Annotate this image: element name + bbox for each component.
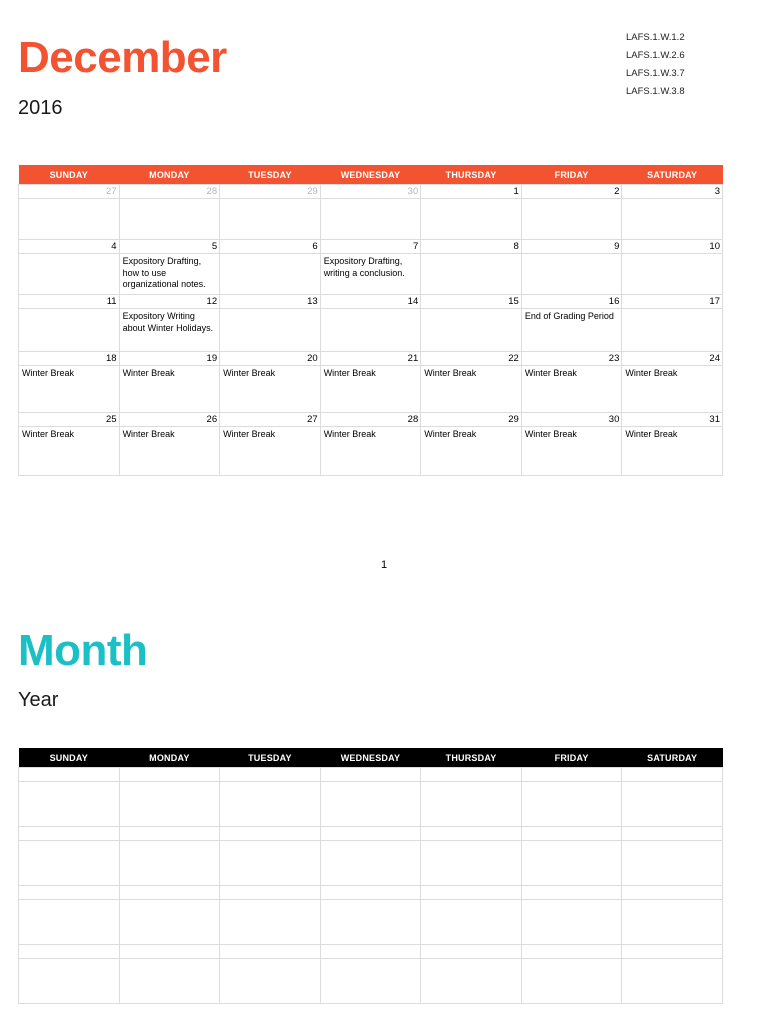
day-number	[19, 768, 120, 782]
day-number: 10	[622, 240, 723, 254]
day-number: 21	[320, 352, 421, 366]
month-title-template: Month	[18, 626, 148, 675]
day-note	[220, 959, 321, 1004]
day-number: 12	[119, 295, 220, 309]
day-number: 25	[19, 413, 120, 427]
standard-item: LAFS.1.W.3.7	[626, 68, 685, 79]
day-number: 16	[521, 295, 622, 309]
standard-item: LAFS.1.W.2.6	[626, 50, 685, 61]
day-number	[421, 886, 522, 900]
day-number: 22	[421, 352, 522, 366]
weekday-header: SUNDAY	[19, 748, 120, 768]
day-note: Winter Break	[622, 427, 723, 476]
day-number: 7	[320, 240, 421, 254]
day-note	[421, 782, 522, 827]
day-note	[622, 309, 723, 352]
day-note: Winter Break	[521, 427, 622, 476]
day-note	[521, 841, 622, 886]
weekday-header: SUNDAY	[19, 165, 120, 185]
date-number-row	[19, 827, 723, 841]
day-number: 5	[119, 240, 220, 254]
day-note	[320, 841, 421, 886]
day-number: 11	[19, 295, 120, 309]
day-number	[521, 768, 622, 782]
day-note	[421, 309, 522, 352]
day-note	[220, 254, 321, 295]
date-notes-row	[19, 900, 723, 945]
day-number	[19, 945, 120, 959]
day-note	[19, 309, 120, 352]
page-number: 1	[380, 559, 388, 571]
day-number	[320, 768, 421, 782]
date-number-row	[19, 352, 723, 366]
day-note: End of Grading Period	[521, 309, 622, 352]
day-number	[622, 827, 723, 841]
day-number: 29	[421, 413, 522, 427]
day-note: Winter Break	[421, 366, 522, 413]
weekday-header: FRIDAY	[521, 165, 622, 185]
day-note	[622, 959, 723, 1004]
day-number: 28	[320, 413, 421, 427]
weekday-header: THURSDAY	[421, 748, 522, 768]
day-note	[320, 309, 421, 352]
day-number: 6	[220, 240, 321, 254]
day-note	[119, 959, 220, 1004]
weekday-header: WEDNESDAY	[320, 748, 421, 768]
date-number-row	[19, 945, 723, 959]
day-note	[622, 199, 723, 240]
day-note: Winter Break	[220, 427, 321, 476]
day-note	[521, 900, 622, 945]
day-number: 29	[220, 185, 321, 199]
day-number	[19, 886, 120, 900]
day-number: 2	[521, 185, 622, 199]
standard-item: LAFS.1.W.3.8	[626, 86, 685, 97]
day-number	[320, 827, 421, 841]
day-note: Winter Break	[119, 427, 220, 476]
day-note: Winter Break	[19, 427, 120, 476]
day-number	[220, 886, 321, 900]
date-number-row	[19, 185, 723, 199]
year-subtitle-template: Year	[18, 689, 59, 711]
day-number	[320, 886, 421, 900]
day-number	[622, 945, 723, 959]
day-note	[19, 900, 120, 945]
day-note	[622, 841, 723, 886]
day-number: 14	[320, 295, 421, 309]
calendar-grid-template	[18, 748, 723, 1004]
date-notes-row	[19, 199, 723, 240]
day-number: 13	[220, 295, 321, 309]
weekday-header: SATURDAY	[622, 165, 723, 185]
day-note	[19, 199, 120, 240]
date-notes-row	[19, 309, 723, 352]
date-number-row	[19, 413, 723, 427]
standard-item: LAFS.1.W.1.2	[626, 32, 685, 43]
day-number: 19	[119, 352, 220, 366]
day-note: Winter Break	[521, 366, 622, 413]
day-note	[622, 782, 723, 827]
date-notes-row	[19, 841, 723, 886]
weekday-header-row	[19, 748, 723, 768]
year-subtitle: 2016	[18, 97, 63, 119]
day-number: 20	[220, 352, 321, 366]
day-number: 1	[421, 185, 522, 199]
weekday-header: FRIDAY	[521, 748, 622, 768]
day-note	[521, 959, 622, 1004]
weekday-header: SATURDAY	[622, 748, 723, 768]
day-note	[421, 254, 522, 295]
standards-list	[626, 29, 685, 101]
day-note	[19, 782, 120, 827]
day-number: 28	[119, 185, 220, 199]
weekday-header: THURSDAY	[421, 165, 522, 185]
day-note: Winter Break	[421, 427, 522, 476]
day-note	[622, 900, 723, 945]
day-note	[320, 959, 421, 1004]
day-note: Winter Break	[320, 427, 421, 476]
day-number: 15	[421, 295, 522, 309]
calendar-grid	[18, 165, 723, 476]
day-note	[320, 900, 421, 945]
day-note: Winter Break	[119, 366, 220, 413]
day-number	[220, 827, 321, 841]
day-note	[19, 959, 120, 1004]
day-note	[421, 199, 522, 240]
day-note	[220, 841, 321, 886]
day-number: 9	[521, 240, 622, 254]
weekday-header-row	[19, 165, 723, 185]
day-number	[622, 886, 723, 900]
day-number	[119, 768, 220, 782]
day-note	[521, 254, 622, 295]
month-title: December	[18, 33, 227, 82]
day-number: 26	[119, 413, 220, 427]
weekday-header: TUESDAY	[220, 748, 321, 768]
day-number	[119, 945, 220, 959]
date-notes-row	[19, 254, 723, 295]
day-note	[220, 900, 321, 945]
day-note	[220, 309, 321, 352]
weekday-header: MONDAY	[119, 165, 220, 185]
day-number	[521, 945, 622, 959]
day-note: Winter Break	[220, 366, 321, 413]
day-number	[119, 886, 220, 900]
day-note	[220, 782, 321, 827]
day-note: Expository Drafting, writing a conclusion.	[320, 254, 421, 295]
day-number	[421, 945, 522, 959]
date-notes-row	[19, 959, 723, 1004]
date-number-row	[19, 240, 723, 254]
day-number: 31	[622, 413, 723, 427]
day-note	[421, 900, 522, 945]
date-notes-row	[19, 366, 723, 413]
day-number: 30	[320, 185, 421, 199]
day-number: 8	[421, 240, 522, 254]
day-note	[119, 900, 220, 945]
day-note	[421, 959, 522, 1004]
date-number-row	[19, 295, 723, 309]
day-number	[220, 768, 321, 782]
day-note	[119, 841, 220, 886]
day-note	[119, 199, 220, 240]
day-note: Expository Writing about Winter Holidays.	[119, 309, 220, 352]
day-number: 3	[622, 185, 723, 199]
day-number: 23	[521, 352, 622, 366]
day-note	[19, 841, 120, 886]
day-note	[220, 199, 321, 240]
date-number-row	[19, 768, 723, 782]
day-number	[220, 945, 321, 959]
day-number	[521, 886, 622, 900]
day-number	[19, 827, 120, 841]
date-number-row	[19, 886, 723, 900]
day-note	[622, 254, 723, 295]
day-number: 18	[19, 352, 120, 366]
day-number: 4	[19, 240, 120, 254]
day-number: 27	[220, 413, 321, 427]
weekday-header: WEDNESDAY	[320, 165, 421, 185]
day-note	[19, 254, 120, 295]
day-number	[521, 827, 622, 841]
day-note	[521, 199, 622, 240]
day-note: Winter Break	[622, 366, 723, 413]
day-number: 27	[19, 185, 120, 199]
day-number	[119, 827, 220, 841]
day-number: 24	[622, 352, 723, 366]
day-number	[622, 768, 723, 782]
day-number	[421, 827, 522, 841]
day-number: 30	[521, 413, 622, 427]
day-note	[521, 782, 622, 827]
day-number: 17	[622, 295, 723, 309]
day-note: Winter Break	[320, 366, 421, 413]
day-note: Expository Drafting, how to use organizational notes.	[119, 254, 220, 295]
weekday-header: MONDAY	[119, 748, 220, 768]
weekday-header: TUESDAY	[220, 165, 321, 185]
day-note	[119, 782, 220, 827]
day-number	[421, 768, 522, 782]
day-number	[320, 945, 421, 959]
date-notes-row	[19, 782, 723, 827]
day-note	[320, 782, 421, 827]
day-note	[320, 199, 421, 240]
date-notes-row	[19, 427, 723, 476]
day-note	[421, 841, 522, 886]
day-note: Winter Break	[19, 366, 120, 413]
